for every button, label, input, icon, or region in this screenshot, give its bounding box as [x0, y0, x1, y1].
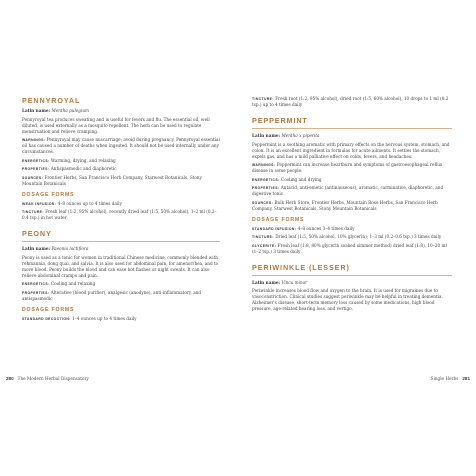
herb-title-periwinkle: PERIWINKLE (LESSER): [252, 262, 350, 272]
herb-title-peony: PEONY: [22, 229, 52, 238]
warnings-pennyroyal: WARNINGS: Pennyroyal may cause miscarriage; avoid during pregnancy. Pennyroyal essential oil has caused a number of deaths when ingested. It should not be used internally under any circumstances.: [22, 137, 220, 154]
page-number-left: 280: [6, 376, 14, 381]
properties-pennyroyal: PROPERTIES: Antispasmodic and diaphoretic: [22, 166, 117, 171]
desc-periwinkle: Periwinkle increases blood flow and oxygen to the brain. It is used for migraines due to vasoconstriction. Clinical studies suggest periwinkle may be helpful in treating dementia, Alzheimer's disease, short-term memory loss caused by some medications, high blood pressure, age-related hearing loss, and vertigo.: [252, 288, 443, 311]
energetics-pennyroyal: ENERGETICS: Warming, drying, and relaxing: [22, 157, 116, 163]
latin-name-periwinkle: Latin name: Vinca minor: [252, 279, 308, 285]
desc-peony: Peony is used as a tonic for women in traditional Chinese medicine, commonly blended with rehmannia, dong quai, and salvia. It is also used for abdominal pain, for amenorrhea, and to move blood. Peony builds the blood and can ease hot flashes or night sweats. It can also relieve abdominal cramps and pain.: [22, 254, 219, 278]
divider: [252, 275, 452, 276]
energetics-peppermint: ENERGETICS: Cooling and drying: [252, 176, 322, 182]
properties-peony: PROPERTIES: Alterative (blood purifier), analgesic (anodyne), anti-inflammatory, and antispasmodic: [22, 289, 202, 301]
desc-peppermint: Peppermint is a soothing aromatic with primary effects on the nervous system, stomach, and colon. It is an excellent ingredient in formulas for acute ailments. It settles the stomach, expels gas, and has a mild palliative effect on colds, fevers, and headaches.: [252, 141, 450, 159]
dose-pennyroyal-2: TINCTURE: Fresh leaf (1:2, 95% alcohol), recently dried leaf (1:5, 50% alcohol), 1–2 ml (0.2–0.4 tsp.) in hot water: [22, 209, 217, 220]
section-title: Single Herbs: [430, 376, 459, 381]
properties-peppermint: PROPERTIES: Antacid, anti-emetic (antinauseous), aromatic, carminative, diaphoretic, and digestive tonic: [252, 185, 444, 196]
desc-pennyroyal: Pennyroyal tea produces sweating and is useful for fevers and flu. The essential oil, well diluted, is used externally as a mosquito repellent. The herb can be used to regulate menstruation and relieve cramping.: [22, 116, 210, 134]
energetics-peony: ENERGETICS: Cooling and relaxing: [22, 281, 96, 286]
left-column: [22, 96, 220, 324]
sources-peppermint: SOURCES: Bulk Herb Store, Frontier Herbs, Mountain Rose Herbs, San Francisco Herb Company, Starwest Botanicals, Stony Mountain Botanicals: [252, 199, 438, 211]
latin-name-peony: Latin name: Paeonia lactiflora: [22, 246, 89, 251]
divider: [22, 241, 220, 242]
dose-peppermint-1: STANDARD INFUSION: 4–8 ounces 3–4 times daily: [252, 225, 355, 231]
herb-title-pennyroyal: PENNYROYAL: [22, 96, 81, 105]
dose-peppermint-3: GLYCERITE: Fresh leaf (1:8, 80% glycerin soaked simmer method) dried leaf (1:8), 10–20 ml (1–2 tsp.) 3 times daily: [252, 242, 447, 254]
dosage-title-pennyroyal: DOSAGE FORMS: [22, 191, 75, 198]
right-column: [252, 96, 452, 315]
divider: [252, 128, 452, 129]
sources-pennyroyal: SOURCES: Frontier Herbs, San Francisco Herb Company, Starwest Botanicals, Stony Mountain Botanicals: [22, 174, 202, 186]
herb-title-peppermint: PEPPERMINT: [252, 116, 308, 125]
latin-name-pennyroyal: Latin name: Mentha pulegium: [22, 108, 89, 113]
left-footer: [6, 376, 89, 381]
right-page: [238, 0, 476, 476]
book-title: The Modern Herbal Dispensatory: [17, 376, 89, 381]
right-footer: [431, 376, 470, 381]
dose-peony-1: STANDARD DECOCTION: 1–4 ounces up to 4 times daily: [22, 315, 137, 321]
dosage-title-peony: DOSAGE FORMS: [22, 306, 75, 313]
latin-name-peppermint: Latin name: Mentha x piperita: [252, 133, 320, 138]
dose-pennyroyal-1: WEAK INFUSION: 4–8 ounces up to 4 times daily: [22, 200, 122, 206]
dosage-title-peppermint: DOSAGE FORMS: [252, 216, 305, 223]
warnings-peppermint: WARNINGS: Peppermint can increase heartburn and symptoms of gastroesophageal reflux disease in some people.: [252, 162, 443, 173]
tincture-carryover: TINCTURE: Fresh root (1:2, 95% alcohol), dried root (1:5, 60% alcohol), 10 drops to 1 ml (0.2 tsp.) up to 4 times daily: [252, 96, 449, 107]
dose-peppermint-2: TINCTURE: Dried leaf (1:5, 50% alcohol, 10% glycerin); 1–3 ml (0.2–0.6 tsp.) 3 times daily: [252, 234, 442, 239]
page-number-right: 281: [462, 376, 470, 381]
